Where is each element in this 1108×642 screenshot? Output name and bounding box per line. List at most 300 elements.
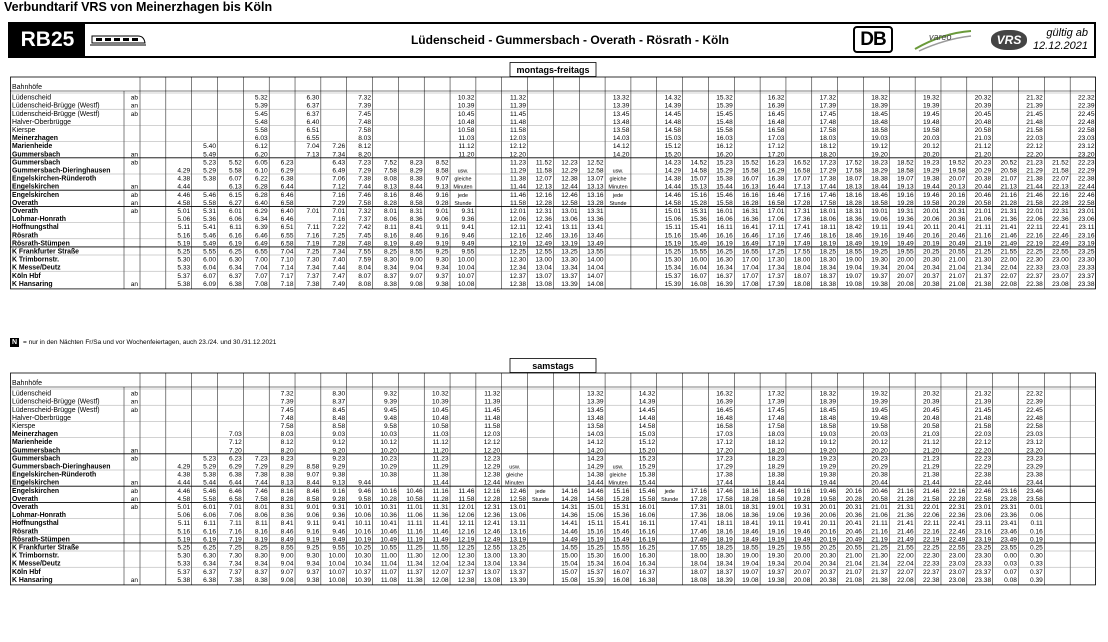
time-cell: 8.31 xyxy=(409,208,423,215)
time-cell: 11.23 xyxy=(432,455,449,463)
time-cell: 10.11 xyxy=(355,520,372,528)
time-cell: 14.45 xyxy=(638,406,656,414)
time-cell: 16.12 xyxy=(716,143,733,151)
time-cell: 15.55 xyxy=(612,544,630,552)
time-cell: 16.11 xyxy=(639,520,656,528)
time-cell: 18.34 xyxy=(819,264,837,272)
time-cell: 23.03 xyxy=(1052,264,1069,272)
time-cell: 18.49 xyxy=(845,240,862,248)
vareo-logo-text: vareo xyxy=(929,32,952,42)
time-cell: 14.45 xyxy=(664,110,682,118)
time-cell: 6.38 xyxy=(229,471,242,479)
time-cell: 12.25 xyxy=(457,544,475,552)
time-cell: 14.52 xyxy=(690,159,707,167)
time-cell: 12.58 xyxy=(561,199,578,207)
route-title: Lüdenscheid - Gummersbach - Overath - Rösrath - Köln xyxy=(410,33,730,47)
time-cell: 15.34 xyxy=(664,264,682,272)
time-cell: 19.32 xyxy=(871,390,888,398)
time-cell: 22.46 xyxy=(974,487,992,495)
time-cell: 8.08 xyxy=(384,175,397,183)
time-cell: 20.06 xyxy=(922,216,940,224)
time-cell: 11.48 xyxy=(510,118,527,126)
time-cell: 16.16 xyxy=(742,191,759,199)
time-cell: 6.55 xyxy=(254,248,268,256)
arr-dep-marker: an xyxy=(130,447,138,455)
time-cell: 7.38 xyxy=(358,175,372,183)
time-cell: 12.36 xyxy=(535,216,552,224)
time-cell: 6.23 xyxy=(229,455,242,463)
time-cell: 16.00 xyxy=(690,256,707,264)
time-cell: 10.12 xyxy=(380,439,397,447)
time-cell: 11.58 xyxy=(510,199,527,207)
time-cell: 22.58 xyxy=(1026,423,1043,430)
time-cell: 16.20 xyxy=(716,151,733,159)
time-cell: 17.03 xyxy=(716,431,733,439)
time-cell: 10.07 xyxy=(457,272,475,280)
time-cell: 7.18 xyxy=(280,280,294,288)
time-cell: 19.08 xyxy=(742,576,759,584)
time-cell: 20.41 xyxy=(948,224,966,232)
time-cell: 7.07 xyxy=(254,272,268,280)
time-cell: 8.06 xyxy=(254,512,268,520)
time-cell: 13.32 xyxy=(587,390,604,398)
station-name: Engelskirchen-Ründeroth xyxy=(12,175,97,183)
arr-dep-marker: an xyxy=(130,576,138,584)
time-cell: 10.45 xyxy=(457,110,475,118)
time-cell: 5.44 xyxy=(203,479,217,487)
time-cell: 9.39 xyxy=(384,398,397,406)
time-cell: 15.00 xyxy=(561,552,578,560)
time-cell: 8.20 xyxy=(358,151,372,159)
time-cell: 18.16 xyxy=(716,528,733,536)
time-cell: 23.23 xyxy=(1026,455,1043,463)
time-cell: 14.08 xyxy=(587,280,604,288)
time-cell: 18.36 xyxy=(845,216,862,224)
time-cell: 15.36 xyxy=(612,512,630,520)
time-cell: 20.34 xyxy=(819,560,837,568)
time-cell: 20.38 xyxy=(819,576,837,584)
time-cell: 11.23 xyxy=(510,159,527,167)
time-cell: 18.11 xyxy=(820,224,837,232)
time-cell: 19.19 xyxy=(871,240,888,248)
time-cell: 15.38 xyxy=(716,175,733,183)
time-cell: 17.31 xyxy=(793,208,811,215)
time-cell: 7.13 xyxy=(306,151,320,159)
time-cell: 21.28 xyxy=(897,495,914,503)
time-cell: 17.28 xyxy=(690,495,707,503)
time-cell: 17.36 xyxy=(690,512,707,520)
time-cell: 19.28 xyxy=(897,199,914,207)
time-cell: 12.07 xyxy=(432,568,449,576)
time-cell: 13.16 xyxy=(561,232,578,240)
time-cell: 21.31 xyxy=(897,504,914,511)
time-cell: 17.44 xyxy=(716,479,733,487)
time-cell: 18.08 xyxy=(793,280,811,288)
time-cell: 5.40 xyxy=(203,143,217,151)
time-cell: 6.07 xyxy=(203,272,217,280)
time-cell: 22.11 xyxy=(1026,224,1043,232)
time-cell: 20.44 xyxy=(974,183,992,191)
time-cell: 6.04 xyxy=(203,264,217,272)
time-cell: 13.45 xyxy=(587,406,604,414)
time-cell: 8.01 xyxy=(254,504,268,511)
time-cell: 15.37 xyxy=(587,568,604,576)
time-cell: 16.01 xyxy=(716,208,733,215)
time-cell: 7.29 xyxy=(254,463,268,471)
time-cell: 17.07 xyxy=(742,272,759,280)
time-cell: 19.49 xyxy=(897,240,914,248)
time-cell: 20.19 xyxy=(922,240,940,248)
time-cell: 0.16 xyxy=(1029,528,1043,536)
arr-dep-marker: ab xyxy=(130,191,138,199)
time-cell: 14.48 xyxy=(664,118,682,126)
time-cell: 17.23 xyxy=(819,159,837,167)
time-cell: 17.58 xyxy=(767,423,785,430)
time-cell: 8.13 xyxy=(384,183,397,191)
time-cell: 19.16 xyxy=(871,232,888,240)
time-cell: 10.16 xyxy=(354,528,372,536)
time-cell: 14.29 xyxy=(587,463,604,471)
time-cell: 12.38 xyxy=(457,576,475,584)
time-cell: 7.44 xyxy=(358,183,372,191)
time-cell: 12.01 xyxy=(509,208,527,215)
time-cell: 0.06 xyxy=(1029,512,1043,520)
time-cell: 9.36 xyxy=(461,216,475,224)
time-cell: 14.28 xyxy=(561,495,578,503)
time-cell: 21.12 xyxy=(974,143,992,151)
time-cell: 16.37 xyxy=(716,272,733,280)
time-cell: 13.08 xyxy=(535,280,552,288)
time-cell: 19.28 xyxy=(793,495,811,503)
time-cell: 17.58 xyxy=(819,127,837,134)
time-cell: 16.19 xyxy=(638,536,656,544)
time-cell: 8.20 xyxy=(280,447,294,455)
time-cell: 19.34 xyxy=(767,560,785,568)
time-cell: 5.46 xyxy=(203,191,217,199)
time-cell: 8.36 xyxy=(280,512,294,520)
repeat-note: jede xyxy=(612,192,624,199)
time-cell: 13.01 xyxy=(509,504,527,511)
time-cell: 13.07 xyxy=(483,568,501,576)
time-cell: 20.38 xyxy=(871,471,888,479)
time-cell: 21.07 xyxy=(845,568,862,576)
time-cell: 16.39 xyxy=(716,398,733,406)
time-cell: 12.46 xyxy=(483,528,501,536)
time-cell: 20.03 xyxy=(871,431,888,439)
time-cell: 23.49 xyxy=(1000,536,1017,544)
time-cell: 8.12 xyxy=(358,143,372,151)
time-cell: 22.16 xyxy=(948,487,966,495)
time-cell: 13.58 xyxy=(587,423,604,430)
time-cell: 9.37 xyxy=(306,568,320,576)
time-cell: 17.55 xyxy=(793,248,811,256)
time-cell: 22.16 xyxy=(1026,232,1043,240)
time-cell: 20.01 xyxy=(819,504,837,511)
footnote-text: = nur in den Nächten Fr/Sa und vor Wochenfeiertagen, auch 23./24. und 30./31.12.2021 xyxy=(23,339,277,346)
station-name: Gummersbach xyxy=(12,151,61,159)
time-cell: 18.19 xyxy=(819,240,837,248)
repeat-note: gleiche xyxy=(506,472,524,479)
station-name: K Messe/Deutz xyxy=(12,560,61,568)
time-cell: 16.23 xyxy=(767,159,785,167)
time-cell: 22.49 xyxy=(1052,240,1069,248)
time-cell: 18.29 xyxy=(871,167,888,175)
time-cell: 5.36 xyxy=(203,216,217,224)
time-cell: 9.44 xyxy=(358,479,372,487)
saturday-stations-header: Bahnhöfe xyxy=(12,380,42,387)
time-cell: 19.00 xyxy=(742,552,759,560)
time-cell: 17.48 xyxy=(767,414,785,422)
time-cell: 18.58 xyxy=(871,199,888,207)
time-cell: 10.48 xyxy=(457,118,475,126)
time-cell: 7.06 xyxy=(332,175,346,183)
time-cell: 14.58 xyxy=(664,127,682,134)
time-cell: 19.11 xyxy=(768,520,785,528)
time-cell: 15.38 xyxy=(638,471,656,479)
time-cell: 5.01 xyxy=(177,208,191,215)
time-cell: 21.34 xyxy=(974,264,992,272)
time-cell: 19.45 xyxy=(871,406,888,414)
time-cell: 14.20 xyxy=(612,151,630,159)
time-cell: 13.46 xyxy=(587,232,604,240)
time-cell: 6.16 xyxy=(203,528,217,536)
time-cell: 18.00 xyxy=(793,256,811,264)
time-cell: 9.37 xyxy=(435,272,449,280)
time-cell: 8.52 xyxy=(435,159,449,167)
time-cell: 21.19 xyxy=(974,240,992,248)
time-cell: 21.44 xyxy=(1026,183,1043,191)
time-cell: 13.08 xyxy=(483,576,501,584)
time-cell: 11.46 xyxy=(458,487,475,495)
arr-dep-marker: ab xyxy=(130,487,138,495)
station-name: Engelskirchen xyxy=(12,191,60,199)
time-cell: 15.39 xyxy=(587,576,604,584)
time-cell: 0.25 xyxy=(1029,544,1043,552)
time-cell: 15.46 xyxy=(638,487,656,495)
time-cell: 13.01 xyxy=(561,208,578,215)
arr-dep-marker: ab xyxy=(130,455,138,463)
time-cell: 5.33 xyxy=(177,264,191,272)
station-name: Engelskirchen xyxy=(12,487,60,495)
time-cell: 19.58 xyxy=(922,199,940,207)
time-cell: 15.20 xyxy=(638,447,656,455)
arr-dep-marker: an xyxy=(130,151,138,159)
time-cell: 12.11 xyxy=(458,520,475,528)
time-cell: 9.58 xyxy=(384,423,397,430)
time-cell: 13.37 xyxy=(509,568,527,576)
time-cell: 11.41 xyxy=(432,520,449,528)
time-cell: 13.11 xyxy=(510,520,527,528)
time-cell: 16.45 xyxy=(767,110,785,118)
time-cell: 16.37 xyxy=(638,568,656,576)
time-cell: 23.38 xyxy=(974,576,992,584)
time-cell: 15.08 xyxy=(561,576,578,584)
time-cell: 5.38 xyxy=(177,576,191,584)
time-cell: 16.04 xyxy=(690,264,707,272)
time-cell: 23.38 xyxy=(1077,280,1095,288)
time-cell: 21.00 xyxy=(948,256,966,264)
time-cell: 21.39 xyxy=(1026,102,1043,110)
time-cell: 7.16 xyxy=(229,528,242,536)
time-cell: 5.19 xyxy=(177,240,191,248)
time-cell: 21.58 xyxy=(974,423,992,430)
time-cell: 18.07 xyxy=(793,272,811,280)
time-cell: 17.29 xyxy=(819,167,837,175)
time-cell: 14.39 xyxy=(664,102,682,110)
time-cell: 8.23 xyxy=(409,159,423,167)
time-cell: 23.29 xyxy=(1026,463,1043,471)
time-cell: 17.12 xyxy=(716,439,733,447)
time-cell: 20.07 xyxy=(948,175,966,183)
time-cell: 18.25 xyxy=(716,544,733,552)
time-cell: 12.29 xyxy=(483,463,501,471)
time-cell: 23.37 xyxy=(974,568,992,576)
time-cell: 7.37 xyxy=(229,568,242,576)
station-name: Overath xyxy=(12,495,39,503)
time-cell: 21.30 xyxy=(871,552,888,560)
time-cell: 4.29 xyxy=(177,463,191,471)
time-cell: 9.13 xyxy=(435,183,449,191)
time-cell: 13.30 xyxy=(561,256,578,264)
time-cell: 10.00 xyxy=(457,256,475,264)
time-cell: 5.25 xyxy=(177,544,191,552)
time-cell: 7.32 xyxy=(280,390,294,398)
time-cell: 20.49 xyxy=(948,240,966,248)
time-cell: 11.12 xyxy=(458,143,475,151)
time-cell: 6.37 xyxy=(229,272,242,280)
time-cell: 23.46 xyxy=(1000,528,1017,536)
time-cell: 13.55 xyxy=(587,248,604,256)
station-name: Gummersbach xyxy=(12,447,61,455)
time-cell: 9.38 xyxy=(332,471,346,479)
time-cell: 15.37 xyxy=(664,272,682,280)
time-cell: 11.08 xyxy=(380,576,397,584)
time-cell: 8.11 xyxy=(384,224,397,232)
time-cell: 10.58 xyxy=(406,495,423,503)
time-cell: 16.58 xyxy=(716,423,733,430)
time-cell: 7.01 xyxy=(332,208,346,215)
time-cell: 20.16 xyxy=(845,487,862,495)
time-cell: 7.37 xyxy=(306,272,320,280)
validity xyxy=(1033,27,1088,53)
time-cell: 15.28 xyxy=(612,495,630,503)
time-cell: 20.20 xyxy=(922,151,940,159)
time-cell: 23.03 xyxy=(948,560,966,568)
time-cell: 16.03 xyxy=(716,135,733,143)
time-cell: 19.25 xyxy=(871,248,888,256)
time-cell: 8.46 xyxy=(409,232,423,240)
time-cell: 14.12 xyxy=(612,143,630,151)
time-cell: 12.52 xyxy=(587,159,604,167)
time-cell: 15.03 xyxy=(638,431,656,439)
time-cell: 17.38 xyxy=(819,175,837,183)
time-cell: 22.16 xyxy=(922,528,940,536)
station-name: Engelskirchen xyxy=(12,183,60,191)
time-cell: 23.12 xyxy=(1077,143,1095,151)
time-cell: 23.58 xyxy=(1026,495,1043,503)
time-cell: 16.07 xyxy=(742,175,759,183)
time-cell: 7.20 xyxy=(229,447,242,455)
weekday-title: montags-freitags xyxy=(516,65,590,75)
time-cell: 19.52 xyxy=(948,159,966,167)
time-cell: 19.20 xyxy=(819,447,837,455)
time-cell: 12.46 xyxy=(535,232,552,240)
time-cell: 19.58 xyxy=(948,167,966,175)
time-cell: 10.30 xyxy=(354,552,372,560)
time-cell: 12.23 xyxy=(561,159,578,167)
time-cell: 11.45 xyxy=(510,110,527,118)
time-cell: 6.28 xyxy=(254,183,268,191)
time-cell: 15.07 xyxy=(690,175,707,183)
time-cell: 7.45 xyxy=(358,110,372,118)
time-cell: 15.06 xyxy=(664,216,682,224)
time-cell: 20.25 xyxy=(922,248,940,256)
time-cell: 21.03 xyxy=(922,431,940,439)
time-cell: 16.44 xyxy=(767,183,785,191)
time-cell: 22.07 xyxy=(897,568,914,576)
time-cell: 22.36 xyxy=(1052,216,1069,224)
time-cell: 11.07 xyxy=(380,568,397,576)
time-cell: 17.37 xyxy=(767,272,785,280)
time-cell: 20.04 xyxy=(793,560,811,568)
time-cell: 21.38 xyxy=(1026,175,1043,183)
time-cell: 16.08 xyxy=(690,280,707,288)
time-cell: 23.01 xyxy=(1077,208,1095,215)
time-cell: 8.23 xyxy=(280,455,294,463)
time-cell: 15.04 xyxy=(561,560,578,568)
time-cell: 9.08 xyxy=(280,576,294,584)
time-cell: 19.34 xyxy=(871,264,888,272)
time-cell: 11.44 xyxy=(510,183,527,191)
time-cell: 0.33 xyxy=(1029,560,1043,568)
time-cell: 18.07 xyxy=(845,175,862,183)
time-cell: 7.08 xyxy=(254,280,268,288)
time-cell: 8.13 xyxy=(280,479,294,487)
time-cell: 9.13 xyxy=(332,479,346,487)
time-cell: 12.29 xyxy=(561,167,578,175)
time-cell: 20.00 xyxy=(793,552,811,560)
time-cell: 7.38 xyxy=(229,576,242,584)
repeat-note: gleiche xyxy=(454,176,472,183)
time-cell: 9.07 xyxy=(409,272,423,280)
time-cell: 8.38 xyxy=(254,576,268,584)
time-cell: 20.58 xyxy=(922,423,940,430)
time-cell: 12.19 xyxy=(457,536,475,544)
time-cell: 12.20 xyxy=(483,447,501,455)
time-cell: 19.55 xyxy=(793,544,811,552)
time-cell: 11.46 xyxy=(432,528,449,536)
time-cell: 8.30 xyxy=(384,256,397,264)
time-cell: 19.44 xyxy=(922,183,940,191)
time-cell: 15.44 xyxy=(716,183,733,191)
time-cell: 18.06 xyxy=(819,216,837,224)
time-cell: 19.03 xyxy=(819,431,837,439)
time-cell: 9.46 xyxy=(461,232,475,240)
time-cell: 12.38 xyxy=(509,280,527,288)
time-cell: 14.36 xyxy=(561,512,578,520)
time-cell: 11.48 xyxy=(484,414,501,422)
time-cell: 9.19 xyxy=(306,536,320,544)
time-cell: 9.06 xyxy=(306,512,320,520)
time-cell: 8.28 xyxy=(384,199,397,207)
time-cell: 21.04 xyxy=(845,560,862,568)
time-cell: 20.11 xyxy=(820,520,837,528)
time-cell: 21.03 xyxy=(974,135,992,143)
time-cell: 19.49 xyxy=(793,536,811,544)
time-cell: 22.44 xyxy=(974,479,992,487)
repeat-note: usw. xyxy=(457,168,469,175)
time-cell: 20.08 xyxy=(897,280,914,288)
